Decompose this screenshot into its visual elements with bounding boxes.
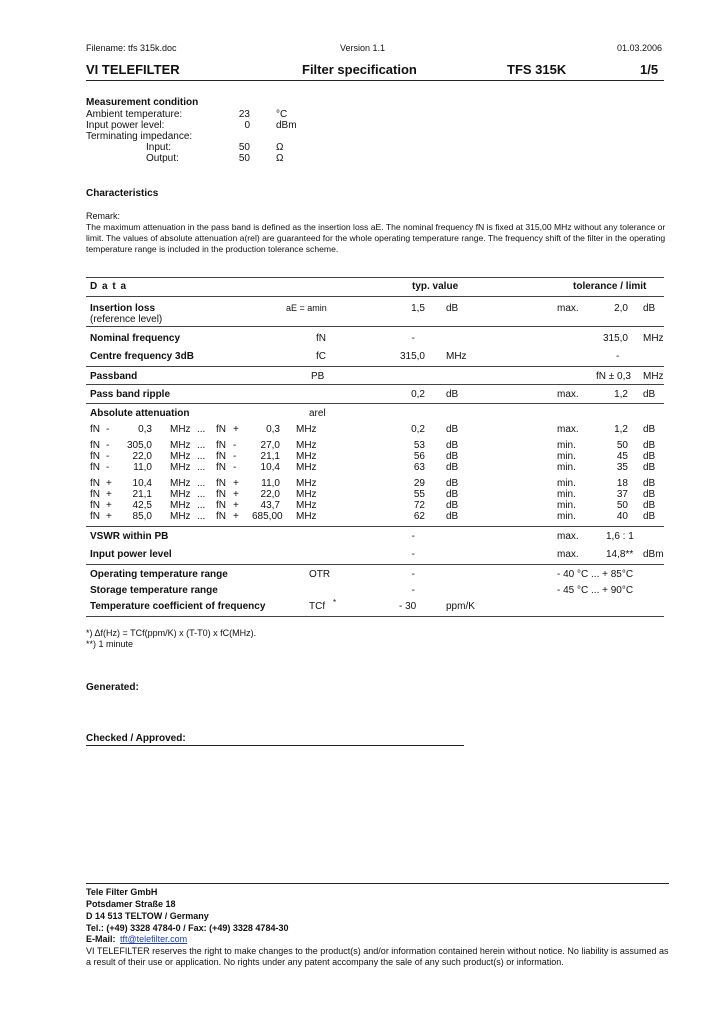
header-doc-title: Filter specification — [302, 62, 417, 77]
row-label: Storage temperature range — [90, 585, 218, 596]
attenuation-limit-type: min. — [557, 440, 576, 451]
attenuation-typ-unit: dB — [446, 478, 459, 489]
signature-line — [86, 745, 464, 746]
row-label: Insertion loss — [90, 303, 156, 314]
table-head-typ: typ. value — [412, 281, 459, 292]
attenuation-typ-value: 62 — [413, 511, 425, 522]
attenuation-unit: MHz — [170, 511, 191, 522]
attenuation-unit: MHz — [296, 440, 317, 451]
limit-value: - 40 °C ... + 85°C — [557, 569, 634, 580]
remark-text: The maximum attenuation in the pass band is defined as the insertion loss aE. The nominal frequency fN is fixed at 315,00 MHz without any tolerance or limit. The values of absolute attenuation a(rel) are guaranteed for the whole operating temperature range. The frequency shift of the filter in the operating temperature range is included in the production tolerance scheme. — [86, 222, 666, 254]
attenuation-offset-end: 10,4 — [260, 462, 280, 473]
header-version: Version 1.1 — [340, 43, 386, 53]
header-company: VI TELEFILTER — [86, 62, 180, 77]
measurement-unit: °C — [276, 109, 288, 120]
measurement-label: Ambient temperature: — [86, 109, 183, 120]
attenuation-frequency-base: fN — [216, 440, 226, 451]
table-rule — [86, 366, 664, 367]
attenuation-frequency-base: fN — [216, 489, 226, 500]
table-head-tolerance: tolerance / limit — [573, 281, 647, 292]
attenuation-limit-unit: dB — [643, 440, 656, 451]
attenuation-limit-value: 37 — [616, 489, 628, 500]
limit-type: max. — [557, 549, 579, 560]
attenuation-unit: MHz — [296, 424, 317, 435]
attenuation-typ-unit: dB — [446, 440, 459, 451]
attenuation-range-dots: ... — [197, 440, 206, 451]
attenuation-limit-unit: dB — [643, 424, 656, 435]
measurement-value: 23 — [238, 109, 250, 120]
attenuation-offset-start: 0,3 — [138, 424, 152, 435]
attenuation-offset-start: 22,0 — [132, 451, 152, 462]
row-label: Passband — [90, 371, 138, 382]
checked-label: Checked / Approved: — [86, 733, 186, 744]
attenuation-limit-unit: dB — [643, 478, 656, 489]
row-label: Operating temperature range — [90, 569, 228, 580]
attenuation-unit: MHz — [170, 451, 191, 462]
attenuation-sign: - — [233, 462, 237, 473]
header-part-number: TFS 315K — [507, 62, 567, 77]
attenuation-unit: MHz — [296, 451, 317, 462]
table-head-data: D a t a — [90, 281, 128, 292]
attenuation-frequency-base: fN — [90, 440, 100, 451]
attenuation-offset-end: 21,1 — [260, 451, 280, 462]
attenuation-sign: + — [233, 424, 239, 435]
limit-value: - — [616, 351, 620, 362]
attenuation-offset-end: 11,0 — [261, 478, 280, 489]
table-rule — [86, 277, 664, 278]
attenuation-unit: MHz — [170, 478, 191, 489]
footer-phone: Tel.: (+49) 3328 4784-0 / Fax: (+49) 3328 4784-30 — [86, 923, 289, 933]
attenuation-frequency-base: fN — [216, 462, 226, 473]
row-symbol: aE = amin — [286, 303, 327, 313]
attenuation-typ-value: 72 — [413, 500, 425, 511]
attenuation-limit-value: 45 — [616, 451, 628, 462]
typ-value: - — [411, 585, 415, 596]
row-label: Temperature coefficient of frequency — [90, 601, 266, 612]
attenuation-limit-type: min. — [557, 478, 576, 489]
characteristics-title: Characteristics — [86, 188, 159, 199]
table-rule — [86, 526, 664, 527]
row-label: VSWR within PB — [90, 531, 169, 542]
attenuation-sign: + — [106, 478, 112, 489]
attenuation-typ-value: 29 — [413, 478, 425, 489]
attenuation-range-dots: ... — [197, 424, 206, 435]
measurement-value: 50 — [238, 153, 250, 164]
measurement-label: Output: — [146, 153, 179, 164]
attenuation-sign: - — [106, 451, 110, 462]
attenuation-range-dots: ... — [197, 500, 206, 511]
header-rule — [86, 80, 664, 81]
attenuation-frequency-base: fN — [216, 500, 226, 511]
typ-value: - 30 — [399, 601, 417, 612]
row-symbol: OTR — [309, 569, 331, 580]
row-label: Nominal frequency — [90, 333, 181, 344]
attenuation-unit: MHz — [170, 424, 191, 435]
attenuation-limit-value: 50 — [616, 500, 628, 511]
footer-rule — [86, 883, 669, 884]
attenuation-frequency-base: fN — [90, 489, 100, 500]
typ-value: - — [411, 569, 415, 580]
attenuation-limit-value: 18 — [616, 478, 628, 489]
table-rule — [86, 616, 664, 617]
limit-type: max. — [557, 303, 579, 314]
attenuation-sign: + — [106, 489, 112, 500]
typ-value: - — [411, 333, 415, 344]
measurement-label: Input power level: — [86, 120, 165, 131]
attenuation-typ-value: 55 — [413, 489, 425, 500]
row-label: Input power level — [90, 549, 172, 560]
measurement-value: 0 — [244, 120, 250, 131]
attenuation-offset-end: 685,00 — [252, 511, 283, 522]
limit-value: 1,6 : 1 — [606, 531, 634, 542]
table-rule — [86, 403, 664, 404]
typ-unit: dB — [446, 389, 459, 400]
attenuation-sign: + — [233, 489, 239, 500]
attenuation-range-dots: ... — [197, 462, 206, 473]
attenuation-typ-unit: dB — [446, 489, 459, 500]
row-symbol: fC — [316, 351, 326, 362]
attenuation-limit-type: min. — [557, 451, 576, 462]
attenuation-frequency-base: fN — [216, 451, 226, 462]
attenuation-frequency-base: fN — [216, 424, 226, 435]
typ-unit: MHz — [446, 351, 467, 362]
attenuation-sign: + — [233, 478, 239, 489]
row-label-sub: (reference level) — [90, 314, 163, 325]
footnote-marker: * — [333, 598, 337, 607]
measurement-unit: dBm — [276, 120, 297, 131]
attenuation-frequency-base: fN — [90, 424, 100, 435]
attenuation-range-dots: ... — [197, 511, 206, 522]
measurement-label: Input: — [146, 142, 172, 153]
attenuation-typ-unit: dB — [446, 424, 459, 435]
table-rule — [86, 326, 664, 327]
row-symbol: TCf — [309, 601, 326, 612]
attenuation-unit: MHz — [296, 462, 317, 473]
attenuation-offset-start: 85,0 — [132, 511, 152, 522]
attenuation-offset-end: 0,3 — [266, 424, 280, 435]
attenuation-frequency-base: fN — [90, 451, 100, 462]
attenuation-unit: MHz — [170, 500, 191, 511]
limit-unit: MHz — [643, 333, 664, 344]
typ-unit: ppm/K — [446, 601, 475, 612]
attenuation-sign: + — [106, 511, 112, 522]
row-symbol: arel — [309, 408, 326, 419]
attenuation-sign: + — [106, 500, 112, 511]
limit-type: max. — [557, 531, 579, 542]
typ-value: - — [411, 531, 415, 542]
attenuation-typ-value: 56 — [413, 451, 425, 462]
attenuation-offset-end: 43,7 — [260, 500, 280, 511]
attenuation-sign: - — [106, 462, 110, 473]
attenuation-limit-value: 40 — [616, 511, 628, 522]
attenuation-offset-start: 11,0 — [133, 462, 152, 473]
row-label: Absolute attenuation — [90, 408, 190, 419]
attenuation-unit: MHz — [170, 440, 191, 451]
attenuation-typ-value: 0,2 — [411, 424, 425, 435]
attenuation-range-dots: ... — [197, 451, 206, 462]
measurement-value: 50 — [238, 142, 250, 153]
attenuation-unit: MHz — [296, 511, 317, 522]
attenuation-sign: - — [233, 440, 237, 451]
limit-unit: dB — [643, 303, 656, 314]
attenuation-typ-value: 63 — [413, 462, 425, 473]
attenuation-limit-type: max. — [557, 424, 579, 435]
attenuation-offset-start: 21,1 — [132, 489, 152, 500]
measurement-title: Measurement condition — [86, 97, 199, 108]
remark-label: Remark: — [86, 211, 121, 221]
header-page: 1/5 — [640, 62, 659, 77]
typ-value: 1,5 — [411, 303, 425, 314]
footer-email-label: E-Mail: — [86, 934, 116, 944]
measurement-label: Terminating impedance: — [86, 131, 193, 142]
attenuation-offset-start: 10,4 — [132, 478, 152, 489]
table-rule — [86, 296, 664, 297]
limit-unit: MHz — [643, 371, 664, 382]
header-date: 01.03.2006 — [617, 43, 663, 53]
footer-email-link[interactable]: tft@telefilter.com — [120, 934, 188, 944]
attenuation-frequency-base: fN — [90, 511, 100, 522]
attenuation-limit-type: min. — [557, 500, 576, 511]
typ-unit: dB — [446, 303, 459, 314]
attenuation-range-dots: ... — [197, 489, 206, 500]
limit-unit: dBm — [643, 549, 664, 560]
limit-value: fN ± 0,3 — [596, 371, 631, 382]
limit-value: 2,0 — [614, 303, 628, 314]
limit-value: - 45 °C ... + 90°C — [557, 585, 634, 596]
measurement-unit: Ω — [276, 153, 284, 164]
footer-disclaimer: VI TELEFILTER reserves the right to make changes to the product(s) and/or information contained herein without notice. No liability is assumed as a result of their use or application. No rights under any patent accompany the sale of any such product(s) or information. — [86, 946, 669, 967]
limit-unit: dB — [643, 389, 656, 400]
limit-value: 1,2 — [614, 389, 628, 400]
attenuation-typ-unit: dB — [446, 511, 459, 522]
typ-value: 315,0 — [399, 351, 425, 362]
row-label: Centre frequency 3dB — [90, 351, 194, 362]
limit-type: max. — [557, 389, 579, 400]
attenuation-sign: - — [106, 440, 110, 451]
attenuation-typ-value: 53 — [413, 440, 425, 451]
generated-label: Generated: — [86, 682, 139, 693]
row-symbol: fN — [316, 333, 326, 344]
attenuation-frequency-base: fN — [90, 478, 100, 489]
limit-value: 14,8** — [606, 549, 634, 560]
footer-company: Tele Filter GmbH — [86, 887, 158, 897]
attenuation-unit: MHz — [296, 489, 317, 500]
attenuation-limit-unit: dB — [643, 462, 656, 473]
attenuation-offset-end: 27,0 — [260, 440, 280, 451]
attenuation-typ-unit: dB — [446, 500, 459, 511]
footer-city: D 14 513 TELTOW / Germany — [86, 911, 209, 921]
table-rule — [86, 564, 664, 565]
attenuation-frequency-base: fN — [90, 500, 100, 511]
attenuation-unit: MHz — [296, 478, 317, 489]
attenuation-limit-type: min. — [557, 511, 576, 522]
attenuation-limit-unit: dB — [643, 511, 656, 522]
attenuation-sign: + — [233, 500, 239, 511]
attenuation-offset-start: 305,0 — [126, 440, 152, 451]
attenuation-frequency-base: fN — [216, 511, 226, 522]
attenuation-frequency-base: fN — [90, 462, 100, 473]
attenuation-unit: MHz — [170, 462, 191, 473]
measurement-unit: Ω — [276, 142, 284, 153]
attenuation-limit-unit: dB — [643, 500, 656, 511]
table-rule — [86, 384, 664, 385]
row-symbol: PB — [311, 371, 325, 382]
attenuation-sign: - — [106, 424, 110, 435]
footer-street: Potsdamer Straße 18 — [86, 899, 176, 909]
header-filename: Filename: tfs 315k.doc — [86, 43, 177, 53]
attenuation-offset-start: 42,5 — [132, 500, 152, 511]
footnote-2: **) 1 minute — [86, 639, 134, 649]
attenuation-limit-unit: dB — [643, 489, 656, 500]
attenuation-unit: MHz — [170, 489, 191, 500]
attenuation-offset-end: 22,0 — [260, 489, 280, 500]
row-label: Pass band ripple — [90, 389, 171, 400]
attenuation-limit-value: 50 — [616, 440, 628, 451]
typ-value: - — [411, 549, 415, 560]
limit-value: 315,0 — [602, 333, 628, 344]
footnote-1: *) Δf(Hz) = TCf(ppm/K) x (T-T0) x fC(MHz). — [86, 628, 257, 638]
attenuation-limit-value: 35 — [616, 462, 628, 473]
attenuation-typ-unit: dB — [446, 462, 459, 473]
typ-value: 0,2 — [411, 389, 425, 400]
attenuation-frequency-base: fN — [216, 478, 226, 489]
attenuation-limit-unit: dB — [643, 451, 656, 462]
attenuation-sign: - — [233, 451, 237, 462]
attenuation-limit-value: 1,2 — [614, 424, 628, 435]
attenuation-typ-unit: dB — [446, 451, 459, 462]
attenuation-limit-type: min. — [557, 489, 576, 500]
attenuation-unit: MHz — [296, 500, 317, 511]
attenuation-limit-type: min. — [557, 462, 576, 473]
attenuation-sign: + — [233, 511, 239, 522]
attenuation-range-dots: ... — [197, 478, 206, 489]
